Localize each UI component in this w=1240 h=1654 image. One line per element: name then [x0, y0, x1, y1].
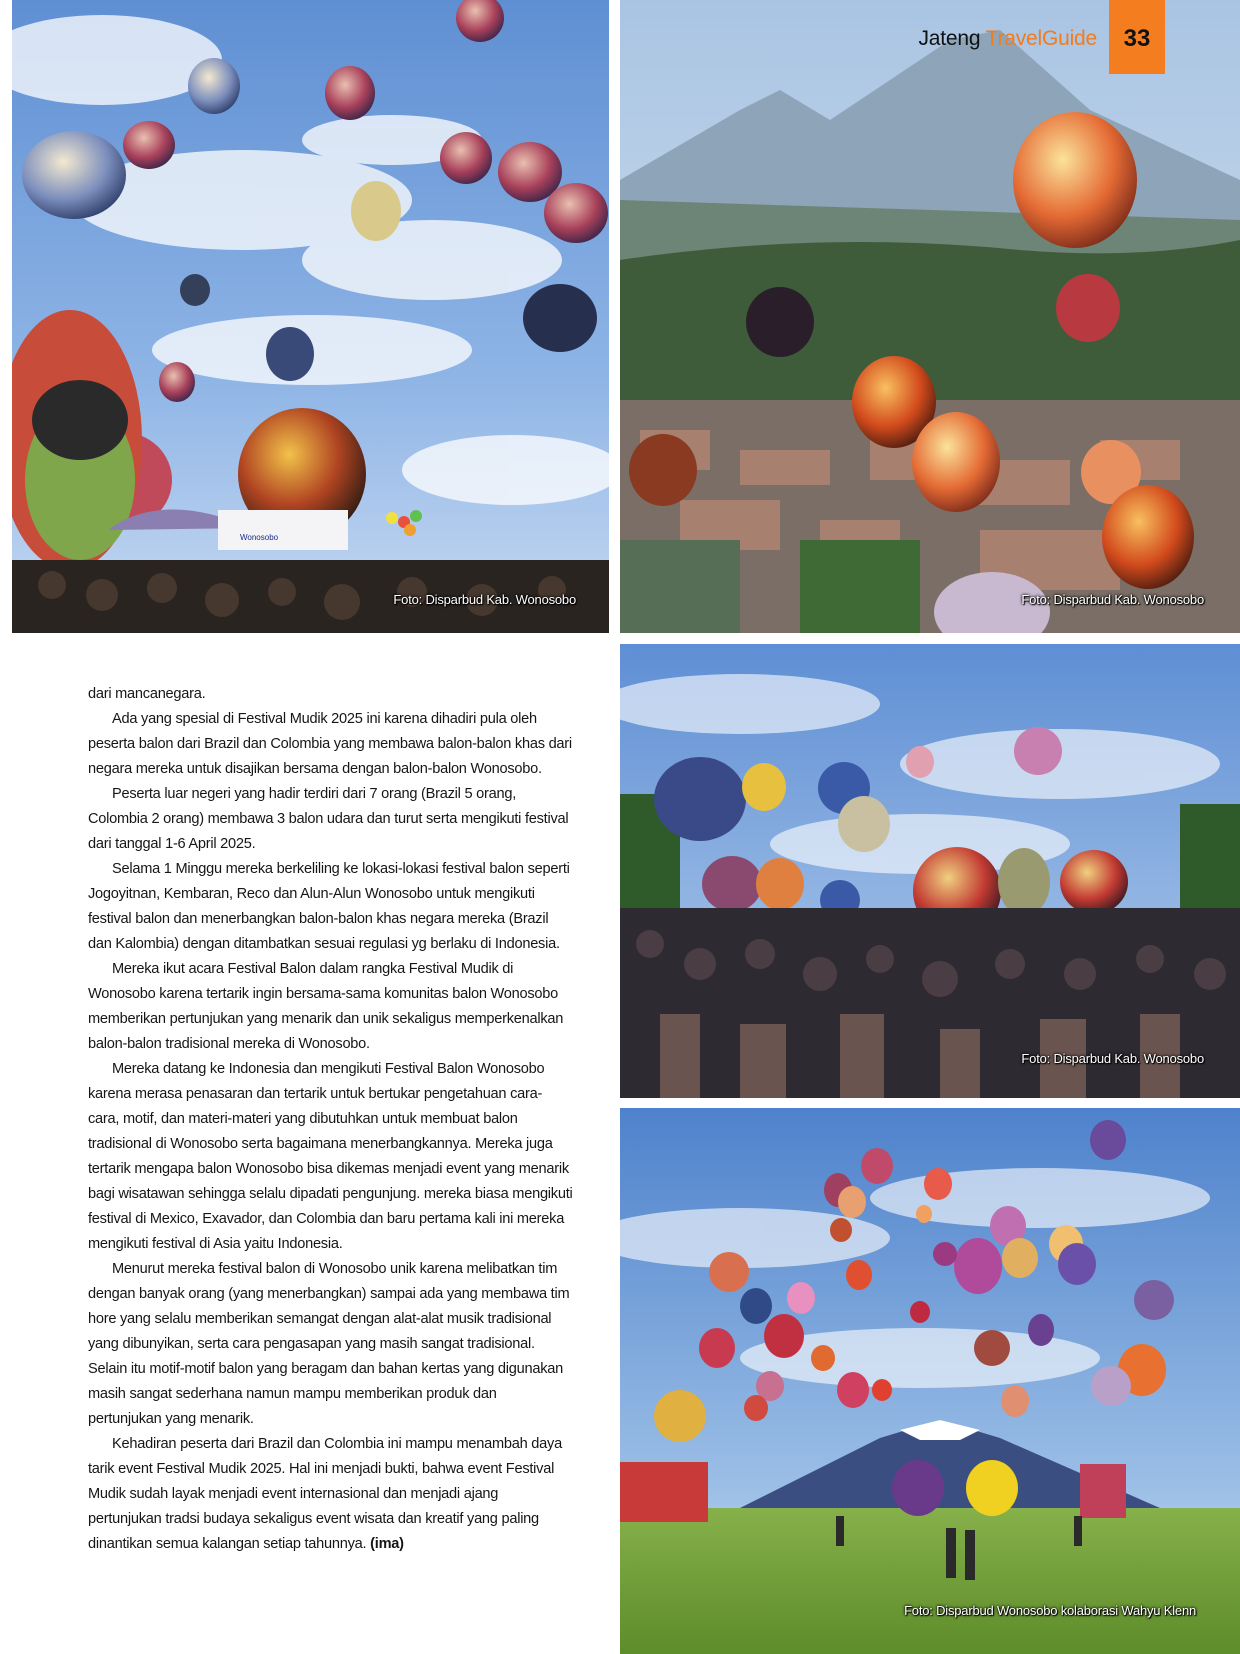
- article-paragraph: Mereka ikut acara Festival Balon dalam rangka Festival Mudik di Wonosobo karena tertarik ingin bersama-sama komunitas balon Wonosobo memberikan pertunjukan yang menarik dan unik sekaligus memperkenalkan balon-balon tradisional mereka di Wonosobo.: [88, 961, 564, 1052]
- photo-balloons-mountain-village: [620, 0, 1240, 633]
- magazine-title-part1: Jateng: [918, 27, 986, 50]
- article-body: [88, 682, 573, 1557]
- magazine-title: [918, 27, 1097, 51]
- article-paragraph-last: [88, 1432, 573, 1557]
- article-paragraph: Menurut mereka festival balon di Wonosobo unik karena melibatkan tim dengan banyak orang (yang menerbangkan) sampai ada yang membawa tim hore yang selalu memberikan semangat dengan alat-alat musik tradisional yang dibunyikan, serta cara pengasapan yang masih sangat tradisional. Selain itu motif-motif balon yang beragam dan bahan kertas yang digunakan masih sangat sederhana namun mampu memberikan produk dan pertunjukan yang menarik.: [88, 1261, 570, 1427]
- photo-credit: Foto: Disparbud Kab. Wonosobo: [1021, 592, 1204, 607]
- author-signature: (ima): [370, 1536, 404, 1552]
- photo-credit: Foto: Disparbud Kab. Wonosobo: [1021, 1051, 1204, 1066]
- photo-credit: Foto: Disparbud Wonosobo kolaborasi Wahyu Klenn: [904, 1603, 1196, 1618]
- photo-balloons-sky-crowd: [12, 0, 609, 633]
- volcano-ricefield-image: [620, 1108, 1240, 1654]
- page-header: [918, 0, 1240, 74]
- article-paragraph: dari mancanegara.: [88, 686, 206, 702]
- photo-balloons-volcano-ricefield: [620, 1108, 1240, 1654]
- last-paragraph-text: Kehadiran peserta dari Brazil dan Colombia ini mampu menambah daya tarik event Festival Mudik 2025. Hal ini menjadi bukti, bahwa event Festival Mudik sudah layak menjadi event internasional dan menjadi ajang pertunjukan tradsi budaya sekaligus event wisata dan kreatif yang paling dinantikan semua kalangan setiap tahunnya.: [88, 1436, 562, 1552]
- magazine-title-part2: TravelGuide: [985, 27, 1097, 50]
- article-paragraph: Selama 1 Minggu mereka berkeliling ke lokasi-lokasi festival balon seperti Jogoyitnan, Kembaran, Reco dan Alun-Alun Wonosobo untuk mengikuti festival balon dan menerbangkan balon-balon khas negara mereka (Brazil dan Kalombia) dengan ditambatkan sesuai regulasi yg berlaku di Indonesia.: [88, 861, 570, 952]
- article-paragraph: Mereka datang ke Indonesia dan mengikuti Festival Balon Wonosobo karena merasa penasaran dan tertarik untuk bertukar pengetahuan cara-cara, motif, dan materi-materi yang dibutuhkan untuk membuat balon tradisional di Wonosobo serta bagaimana menerbangkannya. Mereka juga tertarik mengapa balon Wonosobo bisa dikemas menjadi event yang menarik bagi wisatawan sehingga selalu dipadati pengunjung. mereka biasa mengikuti festival di Mexico, Exavador, dan Colombia dan baru pertama kali ini mereka mengikuti festival di Asia yaitu Indonesia.: [88, 1061, 573, 1252]
- balloons-sky-image: [12, 0, 609, 633]
- article-paragraph: Peserta luar negeri yang hadir terdiri dari 7 orang (Brazil 5 orang, Colombia 2 orang) membawa 3 balon udara dan turut serta mengikuti festival dari tanggal 1-6 April 2025.: [88, 786, 569, 852]
- photo-balloons-crowd-field: [620, 644, 1240, 1098]
- page-number: 33: [1109, 0, 1165, 74]
- stall-sign: Wonosobo: [240, 533, 279, 542]
- mountain-village-image: [620, 0, 1240, 633]
- crowd-field-image: [620, 644, 1240, 1098]
- photo-credit: Foto: Disparbud Kab. Wonosobo: [393, 592, 576, 607]
- article-paragraph: Ada yang spesial di Festival Mudik 2025 ini karena dihadiri pula oleh peserta balon dari Brazil dan Colombia yang membawa balon-balon khas dari negara mereka untuk disajikan bersama dengan balon-balon Wonosobo.: [88, 711, 572, 777]
